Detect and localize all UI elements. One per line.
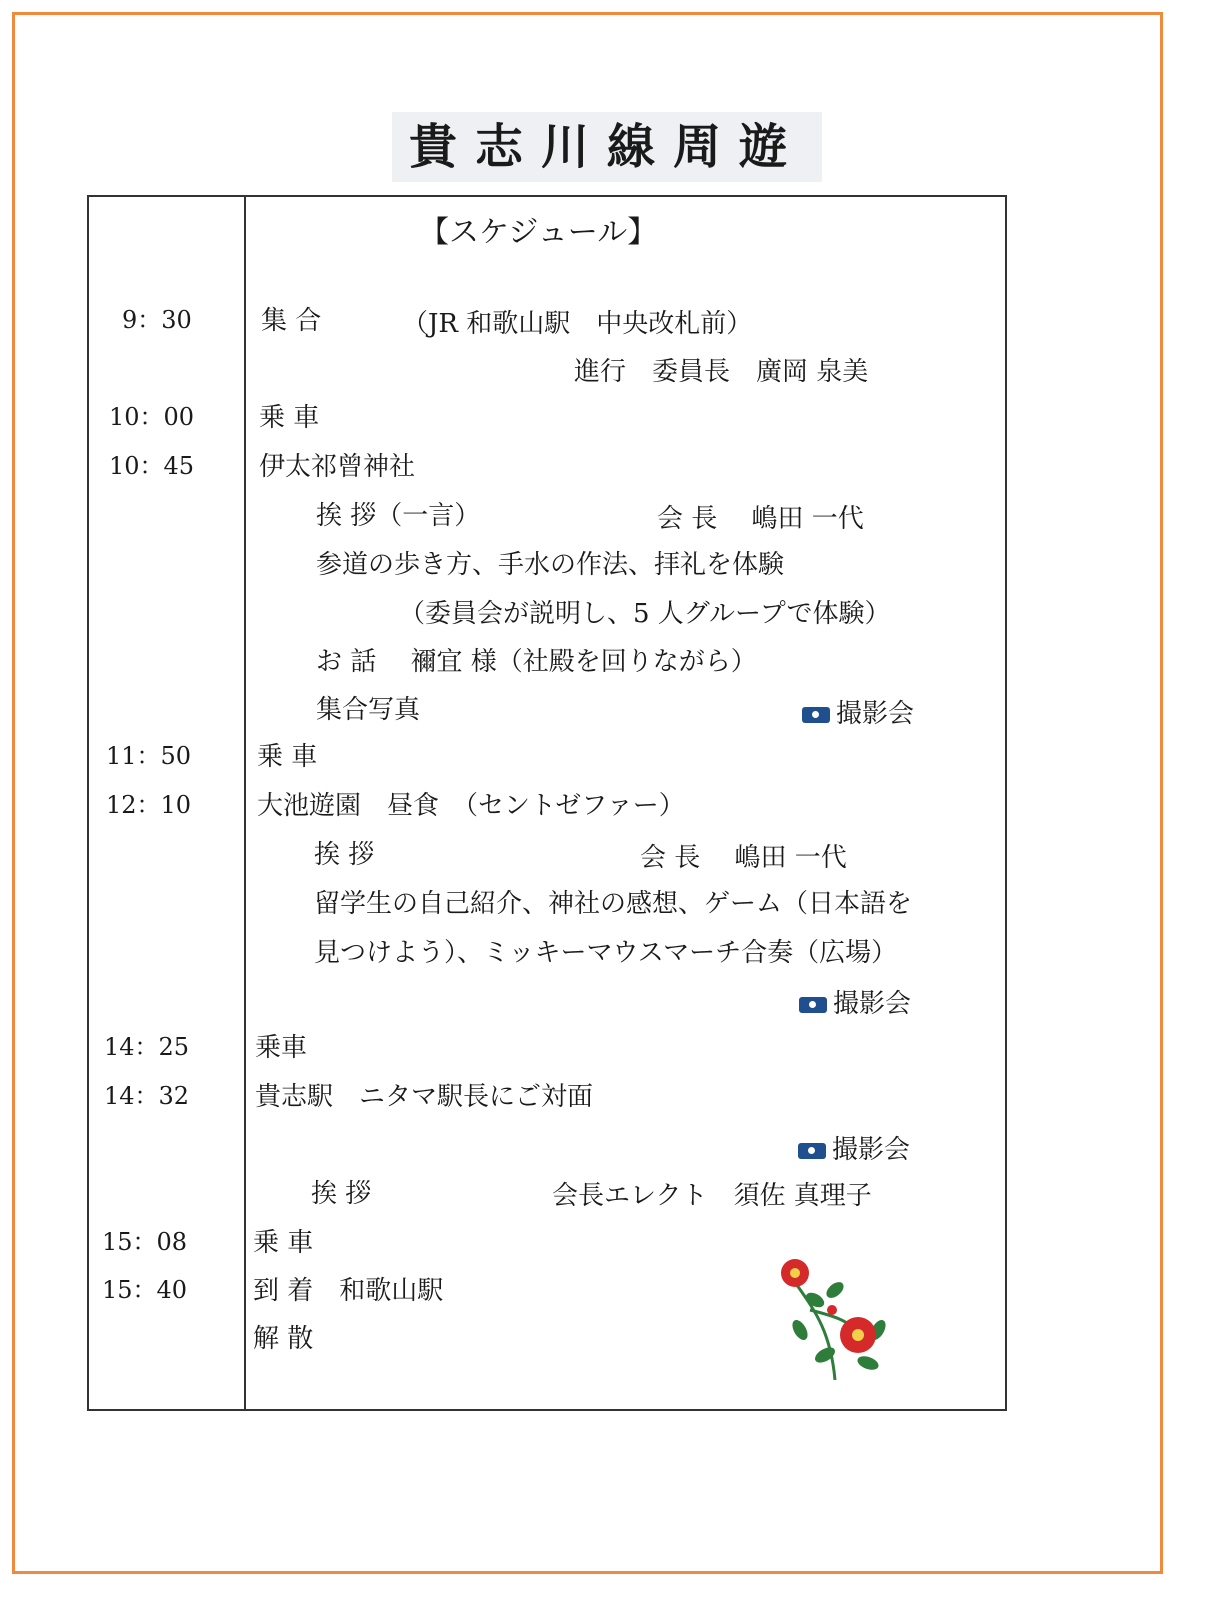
line-president-elect: 会長エレクト 須佐 真理子 xyxy=(552,1181,872,1211)
camera-icon xyxy=(798,1143,826,1159)
time-1508: 15：08 xyxy=(102,1228,188,1256)
line-lunch: 大池遊園 昼食 （セントゼファー） xyxy=(257,791,685,821)
photo-session-2: 撮影会 xyxy=(799,983,911,1020)
photo-session-3: 撮影会 xyxy=(798,1129,910,1166)
photo-session-1: 撮影会 xyxy=(802,693,914,730)
line-kishi-station: 貴志駅 ニタマ駅長にご対面 xyxy=(255,1082,594,1112)
line-greeting-1: 挨 拶（一言） xyxy=(316,501,481,531)
line-president-2: 会 長 嶋田 一代 xyxy=(640,843,847,873)
line-shrine: 伊太祁曾神社 xyxy=(259,452,416,482)
line-dismissal: 解 散 xyxy=(253,1324,314,1354)
time-1150: 11：50 xyxy=(106,742,192,770)
line-greeting-2: 挨 拶 xyxy=(314,840,375,870)
camera-icon xyxy=(802,707,830,723)
line-facilitator: 進行 委員長 廣岡 泉美 xyxy=(574,357,869,387)
camellia-flower-illustration xyxy=(780,1255,890,1385)
line-activities-1: 留学生の自己紹介、神社の感想、ゲーム（日本語を xyxy=(314,889,913,919)
time-1045: 10：45 xyxy=(109,452,195,480)
time-0930: 9：30 xyxy=(122,306,192,334)
line-boarding-4: 乗 車 xyxy=(253,1228,314,1258)
line-boarding-3: 乗車 xyxy=(255,1033,308,1063)
line-greeting-3: 挨 拶 xyxy=(311,1179,372,1209)
line-arrival: 到 着 和歌山駅 xyxy=(253,1276,444,1306)
schedule-table xyxy=(87,195,1007,1411)
line-gathering-place: （JR 和歌山駅 中央改札前） xyxy=(402,309,753,339)
line-shrine-experience-note: （委員会が説明し、5 人グループで体験） xyxy=(399,599,891,629)
line-boarding-2: 乗 車 xyxy=(257,742,318,772)
column-divider xyxy=(244,197,246,1409)
page-title: 貴志川線周遊 xyxy=(392,112,822,182)
time-1425: 14：25 xyxy=(104,1033,190,1061)
line-talk: お 話 禰宜 様（社殿を回りながら） xyxy=(316,647,757,677)
line-president-1: 会 長 嶋田 一代 xyxy=(657,504,864,534)
line-gathering: 集 合 xyxy=(261,306,322,336)
line-shrine-experience: 参道の歩き方、手水の作法、拝礼を体験 xyxy=(316,550,785,580)
line-boarding-1: 乗 車 xyxy=(259,403,320,433)
schedule-heading: 【スケジュール】 xyxy=(419,215,658,250)
line-group-photo: 集合写真 xyxy=(316,695,421,725)
camera-icon xyxy=(799,997,827,1013)
time-1540: 15：40 xyxy=(102,1276,188,1304)
line-activities-2: 見つけよう）、ミッキーマウスマーチ合奏（広場） xyxy=(314,938,898,968)
time-1432: 14：32 xyxy=(104,1082,190,1110)
time-1000: 10：00 xyxy=(109,403,195,431)
time-1210: 12：10 xyxy=(106,791,192,819)
